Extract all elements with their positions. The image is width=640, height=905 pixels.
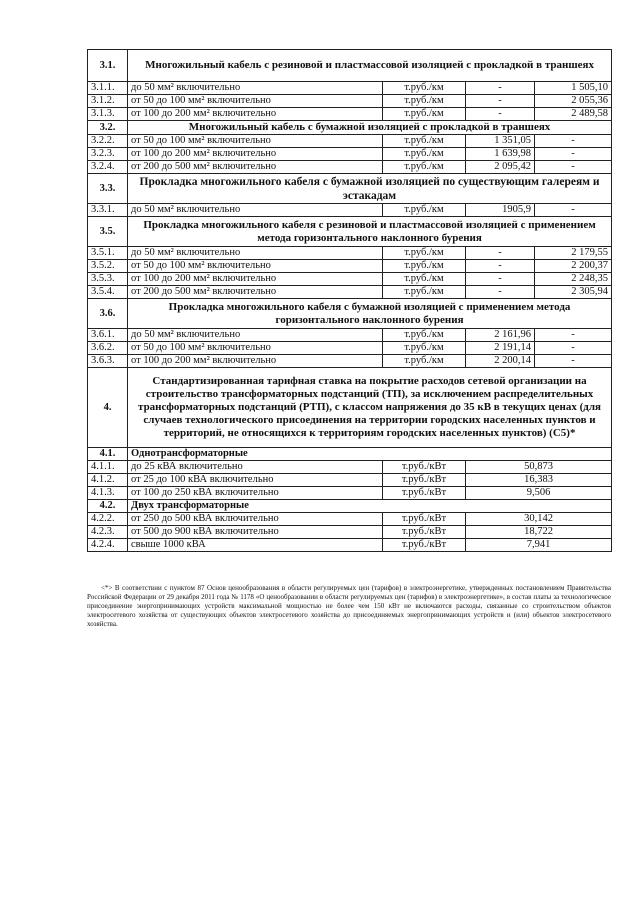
value-col1: -	[466, 273, 535, 286]
footnote: <*> В соответствии с пунктом 87 Основ ценообразования в области регулируемых цен (тарифов) в электроэнергетике, утвержденных постановлением Правительства Российской Федерации от 29 декабря 2011 года № 1178 «О ценообразовании в области регулируемых цен (тарифов) в электроэнергетике», в состав платы за технологическое присоединение энергопринимающих устройств максимальной мощностью не более чем 150 кВт не включаются расходы, связанные со строительством объектов электросетевого хозяйства от существующих объектов электросетевого хозяйства до присоединяемых энергопринимающих устройств и (или) объектов электросетевого хозяйства.	[87, 584, 611, 628]
value-col1: 1905,9	[466, 204, 535, 217]
value-col1: -	[466, 82, 535, 95]
section-title: Прокладка многожильного кабеля с резиновой и пластмассовой изоляцией с применением метода горизонтального наклонного бурения	[128, 217, 612, 247]
item-number: 4.2.3.	[88, 526, 128, 539]
item-unit: т.руб./кВт	[383, 539, 466, 552]
item-unit: т.руб./кВт	[383, 474, 466, 487]
table-row	[88, 108, 612, 121]
section-header-row	[88, 50, 612, 82]
item-name: до 50 мм² включительно	[128, 329, 383, 342]
table-row	[88, 461, 612, 474]
item-number: 3.1.2.	[88, 95, 128, 108]
value-col2: -	[535, 204, 612, 217]
item-unit: т.руб./км	[383, 273, 466, 286]
item-value: 9,506	[466, 487, 612, 500]
table-row	[88, 204, 612, 217]
item-name: от 100 до 200 мм² включительно	[128, 355, 383, 368]
section-header-row	[88, 174, 612, 204]
section-header-row	[88, 121, 612, 135]
item-number: 3.6.3.	[88, 355, 128, 368]
section-header-row	[88, 299, 612, 329]
value-col1: -	[466, 260, 535, 273]
value-col2: -	[535, 148, 612, 161]
item-number: 3.6.2.	[88, 342, 128, 355]
item-name: до 25 кВА включительно	[128, 461, 383, 474]
section-number: 3.2.	[88, 121, 128, 135]
table-row	[88, 355, 612, 368]
item-unit: т.руб./км	[383, 329, 466, 342]
item-unit: т.руб./км	[383, 342, 466, 355]
table-row	[88, 474, 612, 487]
value-col1: 1 351,05	[466, 135, 535, 148]
table-row	[88, 260, 612, 273]
table-row	[88, 286, 612, 299]
section-title: Многожильный кабель с резиновой и пластмассовой изоляцией с прокладкой в траншеях	[128, 50, 612, 82]
item-number: 3.1.1.	[88, 82, 128, 95]
table-row	[88, 273, 612, 286]
value-col2: 2 179,55	[535, 247, 612, 260]
table-row	[88, 82, 612, 95]
value-col2: 2 248,35	[535, 273, 612, 286]
value-col1: 2 191,14	[466, 342, 535, 355]
item-number: 3.5.2.	[88, 260, 128, 273]
value-col1: 1 639,98	[466, 148, 535, 161]
section-header-row	[88, 217, 612, 247]
item-name: от 50 до 100 мм² включительно	[128, 260, 383, 273]
item-name: от 100 до 200 мм² включительно	[128, 108, 383, 121]
item-number: 3.6.1.	[88, 329, 128, 342]
value-col1: 2 161,96	[466, 329, 535, 342]
item-value: 7,941	[466, 539, 612, 552]
value-col2: 2 200,37	[535, 260, 612, 273]
section-number: 4.	[88, 368, 128, 448]
section-header-row	[88, 368, 612, 448]
item-unit: т.руб./км	[383, 108, 466, 121]
section-number: 3.5.	[88, 217, 128, 247]
item-unit: т.руб./км	[383, 161, 466, 174]
item-unit: т.руб./км	[383, 355, 466, 368]
value-col1: 2 200,14	[466, 355, 535, 368]
item-name: от 500 до 900 кВА включительно	[128, 526, 383, 539]
value-col1: -	[466, 95, 535, 108]
item-name: до 50 мм² включительно	[128, 247, 383, 260]
table-row	[88, 526, 612, 539]
item-number: 3.2.4.	[88, 161, 128, 174]
item-number: 3.5.1.	[88, 247, 128, 260]
group-header-row	[88, 500, 612, 513]
item-unit: т.руб./км	[383, 95, 466, 108]
item-unit: т.руб./кВт	[383, 461, 466, 474]
item-number: 3.5.3.	[88, 273, 128, 286]
item-number: 4.1.3.	[88, 487, 128, 500]
group-title: Однотрансформаторные	[128, 448, 612, 461]
table-row	[88, 135, 612, 148]
section-title: Стандартизированная тарифная ставка на покрытие расходов сетевой организации на строительство трансформаторных подстанций (ТП), за исключением распределительных трансформаторных подстанций (РТП), с классом напряжения до 35 кВ в текущих ценах (для случаев технологического присоединения на территории городских населенных пунктов и территорий, не относящихся к территориям городских населенных пунктов) (С5)*	[128, 368, 612, 448]
section-title: Многожильный кабель с бумажной изоляцией с прокладкой в траншеях	[128, 121, 612, 135]
item-unit: т.руб./кВт	[383, 513, 466, 526]
item-unit: т.руб./км	[383, 135, 466, 148]
table-row	[88, 148, 612, 161]
item-name: от 100 до 200 мм² включительно	[128, 273, 383, 286]
item-name: от 200 до 500 мм² включительно	[128, 161, 383, 174]
item-name: от 50 до 100 мм² включительно	[128, 135, 383, 148]
group-title: Двух трансформаторные	[128, 500, 612, 513]
table-row	[88, 487, 612, 500]
group-number: 4.2.	[88, 500, 128, 513]
value-col2: -	[535, 342, 612, 355]
item-name: от 200 до 500 мм² включительно	[128, 286, 383, 299]
value-col2: -	[535, 355, 612, 368]
value-col2: 2 489,58	[535, 108, 612, 121]
section-title: Прокладка многожильного кабеля с бумажной изоляцией с применением метода горизонтального наклонного бурения	[128, 299, 612, 329]
item-number: 4.2.2.	[88, 513, 128, 526]
value-col2: -	[535, 135, 612, 148]
value-col1: 2 095,42	[466, 161, 535, 174]
section-number: 3.3.	[88, 174, 128, 204]
value-col1: -	[466, 247, 535, 260]
item-number: 3.2.2.	[88, 135, 128, 148]
item-unit: т.руб./км	[383, 247, 466, 260]
item-number: 3.2.3.	[88, 148, 128, 161]
item-number: 4.2.4.	[88, 539, 128, 552]
value-col1: -	[466, 286, 535, 299]
item-number: 4.1.2.	[88, 474, 128, 487]
item-name: от 100 до 200 мм² включительно	[128, 148, 383, 161]
table-row	[88, 247, 612, 260]
item-value: 30,142	[466, 513, 612, 526]
item-name: свыше 1000 кВА	[128, 539, 383, 552]
table-row	[88, 329, 612, 342]
value-col2: 1 505,10	[535, 82, 612, 95]
item-value: 18,722	[466, 526, 612, 539]
value-col2: 2 055,36	[535, 95, 612, 108]
item-name: до 50 мм² включительно	[128, 204, 383, 217]
value-col2: -	[535, 329, 612, 342]
item-number: 3.3.1.	[88, 204, 128, 217]
section-title: Прокладка многожильного кабеля с бумажной изоляцией по существующим галереям и эстакадам	[128, 174, 612, 204]
item-name: от 100 до 250 кВА включительно	[128, 487, 383, 500]
item-unit: т.руб./км	[383, 286, 466, 299]
item-unit: т.руб./кВт	[383, 487, 466, 500]
item-name: от 25 до 100 кВА включительно	[128, 474, 383, 487]
item-number: 3.5.4.	[88, 286, 128, 299]
item-number: 4.1.1.	[88, 461, 128, 474]
value-col2: 2 305,94	[535, 286, 612, 299]
item-name: от 50 до 100 мм² включительно	[128, 95, 383, 108]
tariff-table	[87, 49, 612, 552]
item-unit: т.руб./кВт	[383, 526, 466, 539]
item-unit: т.руб./км	[383, 204, 466, 217]
group-header-row	[88, 448, 612, 461]
item-unit: т.руб./км	[383, 82, 466, 95]
item-name: от 250 до 500 кВА включительно	[128, 513, 383, 526]
item-unit: т.руб./км	[383, 148, 466, 161]
item-value: 50,873	[466, 461, 612, 474]
group-number: 4.1.	[88, 448, 128, 461]
table-row	[88, 161, 612, 174]
value-col1: -	[466, 108, 535, 121]
item-number: 3.1.3.	[88, 108, 128, 121]
table-row	[88, 539, 612, 552]
section-number: 3.1.	[88, 50, 128, 82]
table-row	[88, 342, 612, 355]
table-row	[88, 513, 612, 526]
value-col2: -	[535, 161, 612, 174]
item-name: до 50 мм² включительно	[128, 82, 383, 95]
item-name: от 50 до 100 мм² включительно	[128, 342, 383, 355]
item-value: 16,383	[466, 474, 612, 487]
section-number: 3.6.	[88, 299, 128, 329]
table-row	[88, 95, 612, 108]
item-unit: т.руб./км	[383, 260, 466, 273]
